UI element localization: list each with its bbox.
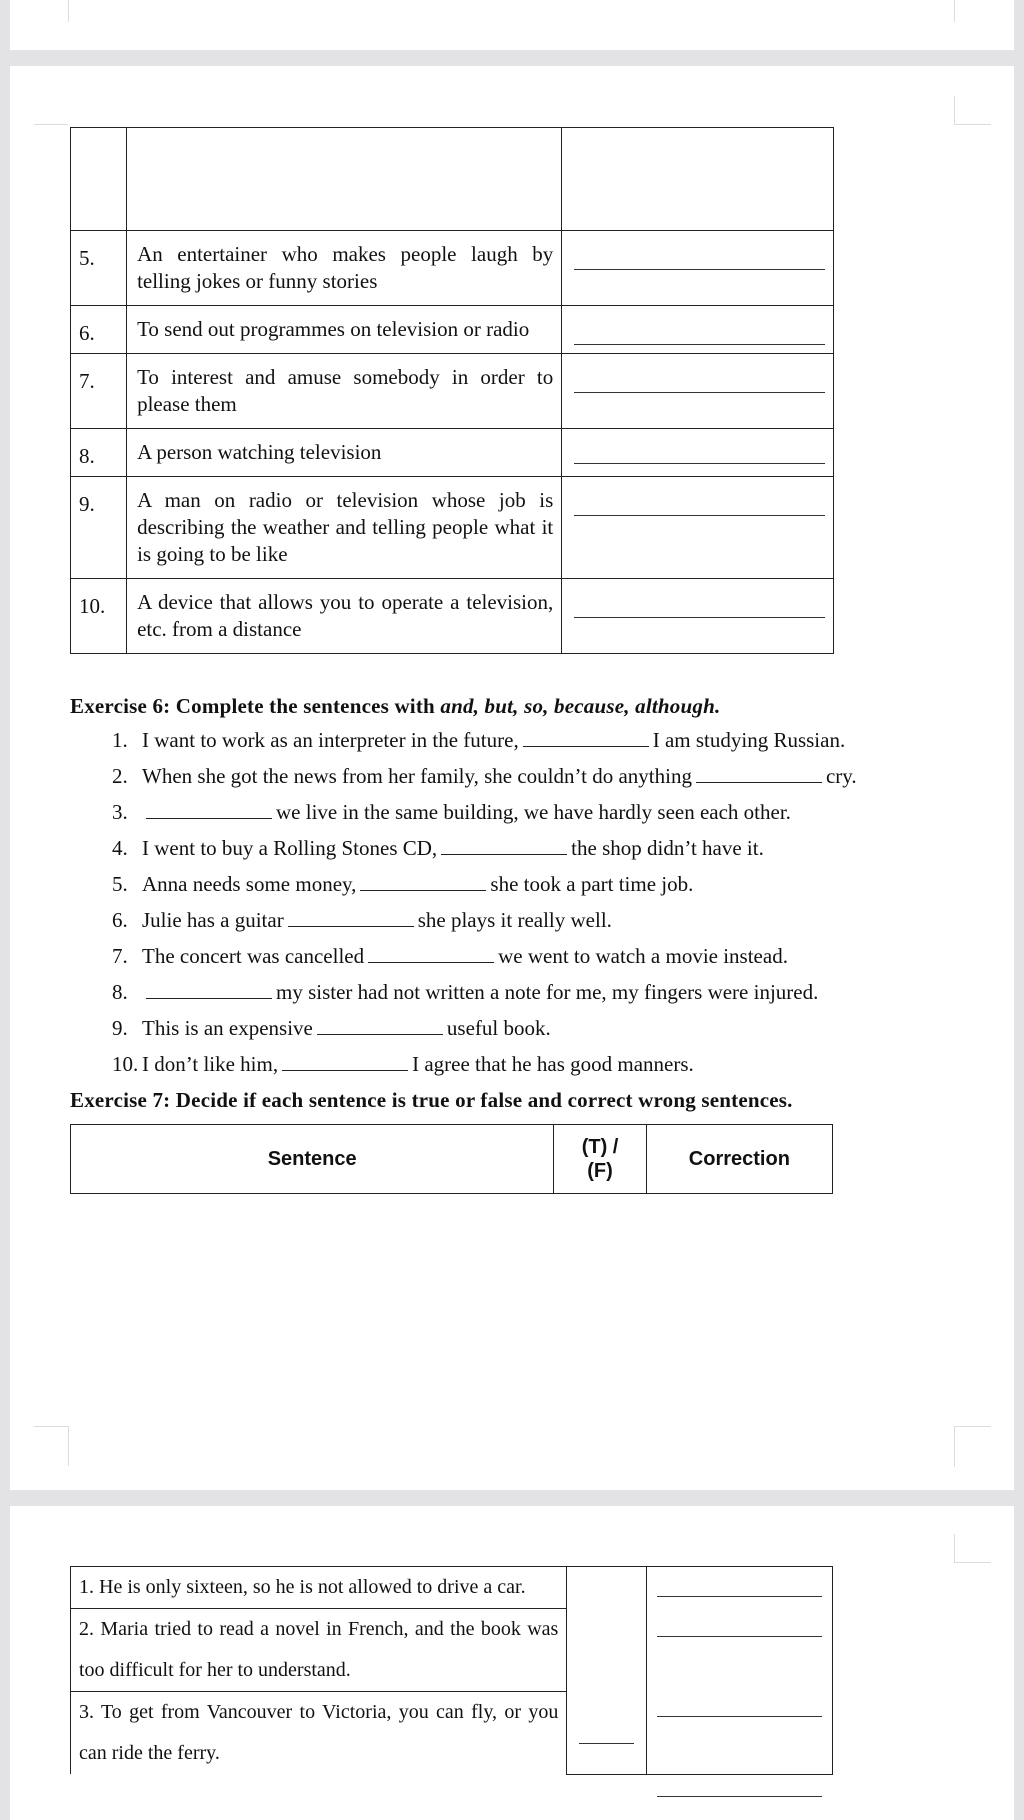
definition: An entertainer who makes people laugh by telling jokes or funny stories: [127, 231, 562, 306]
tf-header: (T) / (F): [554, 1125, 646, 1194]
definition: To send out programmes on television or radio: [127, 306, 562, 354]
exercise7-title: Exercise 7: Decide if each sentence is true or false and correct wrong sentences.: [70, 1088, 793, 1112]
answer-cell[interactable]: [562, 354, 834, 429]
answer-cell[interactable]: [562, 231, 834, 306]
answer-blank[interactable]: [523, 732, 649, 747]
answer-cell[interactable]: [562, 429, 834, 477]
answer-cell[interactable]: [562, 306, 834, 354]
table-row: [71, 231, 834, 306]
answer-blank[interactable]: [696, 768, 822, 783]
table-row: [71, 306, 834, 354]
table-row: [71, 579, 834, 654]
sentence: 1. He is only sixteen, so he is not allowed to drive a car.: [71, 1567, 567, 1609]
row-number: 8.: [71, 429, 127, 477]
vocabulary-table: [70, 127, 834, 654]
table-row: [71, 477, 834, 579]
correction-column[interactable]: [646, 1567, 832, 1775]
previous-page-bottom: [10, 0, 1014, 50]
sentence: 3. To get from Vancouver to Victoria, you can fly, or you can ride the ferry.: [71, 1692, 567, 1775]
table-row: [71, 128, 834, 231]
answer-blank[interactable]: [441, 840, 567, 855]
table-row: [71, 354, 834, 429]
row-number: 5.: [71, 231, 127, 306]
exercise-item: 8. my sister had not written a note for me, my fingers were injured.: [112, 980, 819, 1004]
document-page: [10, 1506, 1014, 1820]
answer-blank[interactable]: [146, 804, 272, 819]
correction-header: Correction: [646, 1125, 832, 1194]
table-row: [71, 429, 834, 477]
true-false-header-table: [70, 1124, 833, 1194]
table-header-row: [71, 1125, 833, 1194]
exercise-item: 6. Julie has a guitar she plays it really well.: [112, 908, 612, 932]
exercise6-title: Exercise 6: Complete the sentences with and, but, so, because, although.: [70, 694, 721, 718]
answer-blank[interactable]: [368, 948, 494, 963]
answer-blank[interactable]: [360, 876, 486, 891]
sentence: 2. Maria tried to read a novel in French, and the book was too difficult for her to understand.: [71, 1609, 567, 1692]
true-false-table: [70, 1566, 833, 1775]
definition: A person watching television: [127, 429, 562, 477]
document-page: [10, 66, 1014, 1490]
table-row: [71, 1567, 833, 1609]
sentence-header: Sentence: [71, 1125, 554, 1194]
definition: A man on radio or television whose job is describing the weather and telling people what it is going to be like: [127, 477, 562, 579]
answer-blank[interactable]: [317, 1020, 443, 1035]
exercise-item: 4. I went to buy a Rolling Stones CD, the shop didn’t have it.: [112, 836, 764, 860]
answer-blank[interactable]: [282, 1056, 408, 1071]
exercise-item: 2. When she got the news from her family, she couldn’t do anything cry.: [112, 764, 857, 788]
answer-cell[interactable]: [562, 477, 834, 579]
definition: A device that allows you to operate a television, etc. from a distance: [127, 579, 562, 654]
exercise-item: 5. Anna needs some money, she took a part time job.: [112, 872, 694, 896]
answer-blank[interactable]: [146, 984, 272, 999]
answer-blank[interactable]: [288, 912, 414, 927]
row-number: 9.: [71, 477, 127, 579]
definition: To interest and amuse somebody in order to please them: [127, 354, 562, 429]
exercise-item: 9. This is an expensive useful book.: [112, 1016, 551, 1040]
exercise-item: 10. I don’t like him, I agree that he has good manners.: [112, 1052, 694, 1076]
row-number: 6.: [71, 306, 127, 354]
row-number: 7.: [71, 354, 127, 429]
exercise-item: 1. I want to work as an interpreter in the future, I am studying Russian.: [112, 728, 846, 752]
answer-cell[interactable]: [562, 579, 834, 654]
exercise-item: 7. The concert was cancelled we went to watch a movie instead.: [112, 944, 788, 968]
tf-answer-column[interactable]: [567, 1567, 646, 1775]
row-number: 10.: [71, 579, 127, 654]
exercise-item: 3. we live in the same building, we have hardly seen each other.: [112, 800, 791, 824]
